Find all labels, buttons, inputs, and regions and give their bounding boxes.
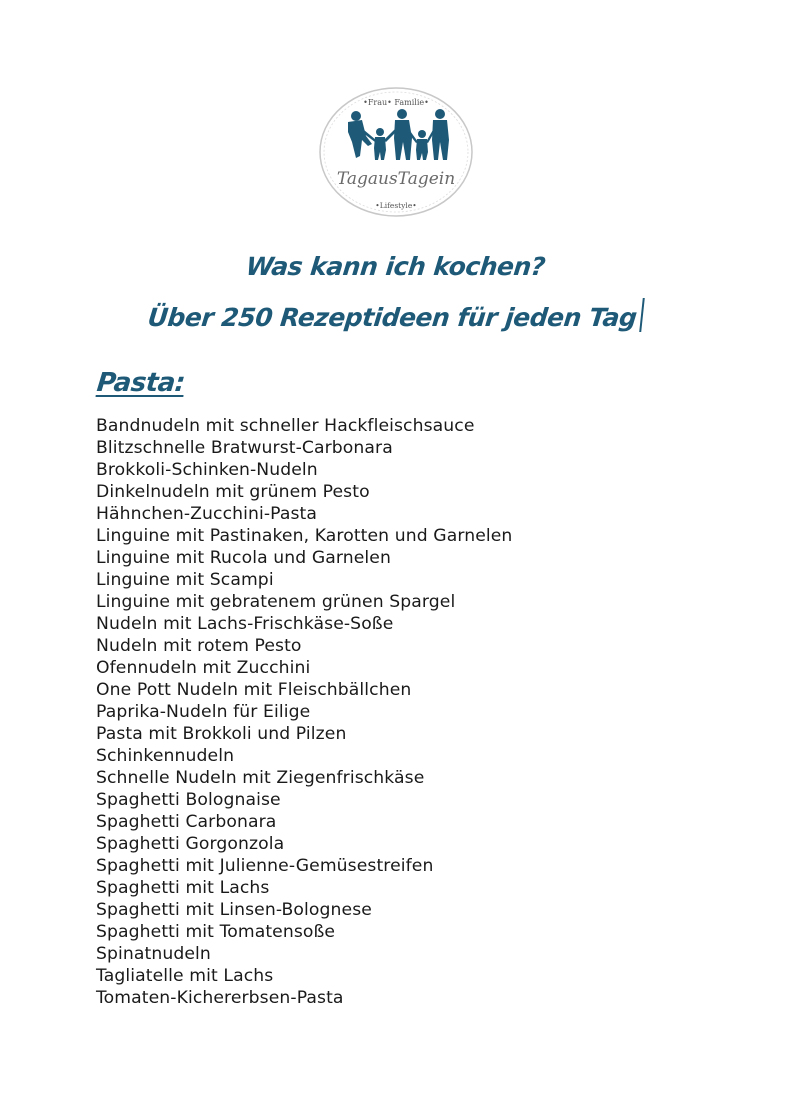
section-heading-pasta: Pasta: — [95, 368, 187, 398]
list-item: Nudeln mit rotem Pesto — [96, 636, 302, 656]
list-item: One Pott Nudeln mit Fleischbällchen — [96, 680, 412, 700]
list-item: Paprika-Nudeln für Eilige — [96, 702, 311, 722]
recipe-list — [96, 415, 512, 1009]
list-item: Linguine mit Scampi — [96, 570, 274, 590]
list-item: Spaghetti mit Tomatensoße — [96, 922, 336, 942]
list-item: Tomaten-Kichererbsen-Pasta — [96, 988, 344, 1008]
list-item: Spaghetti Gorgonzola — [96, 834, 285, 854]
text-cursor — [639, 298, 645, 332]
logo-bottom-text: •Lifestyle• — [375, 201, 417, 210]
list-item: Spaghetti Bolognaise — [96, 790, 281, 810]
list-item: Spaghetti mit Linsen-Bolognese — [96, 900, 372, 920]
list-item: Brokkoli-Schinken-Nudeln — [96, 460, 318, 480]
logo-top-text: •Frau• Familie• — [363, 98, 429, 107]
logo-brand-text: TagausTagein — [336, 169, 456, 189]
list-item: Linguine mit Pastinaken, Karotten und Garnelen — [96, 526, 513, 546]
list-item: Pasta mit Brokkoli und Pilzen — [96, 724, 347, 744]
list-item: Schnelle Nudeln mit Ziegenfrischkäse — [96, 768, 425, 788]
list-item: Spaghetti mit Julienne-Gemüsestreifen — [96, 856, 434, 876]
list-item: Spaghetti Carbonara — [96, 812, 277, 832]
list-item: Ofennudeln mit Zucchini — [96, 658, 311, 678]
list-item: Blitzschnelle Bratwurst-Carbonara — [96, 438, 393, 458]
page-title-line-1 — [0, 252, 791, 281]
list-item: Schinkennudeln — [96, 746, 235, 766]
list-item: Dinkelnudeln mit grünem Pesto — [96, 482, 370, 502]
list-item: Bandnudeln mit schneller Hackfleischsauce — [96, 416, 475, 436]
list-item: Linguine mit Rucola und Garnelen — [96, 548, 391, 568]
title-text-2: Über 250 Rezeptideen für jeden Tag — [146, 303, 639, 332]
list-item: Nudeln mit Lachs-Frischkäse-Soße — [96, 614, 394, 634]
title-text-1: Was kann ich kochen? — [244, 252, 547, 281]
page-title-line-2 — [0, 298, 791, 332]
family-logo-icon — [318, 86, 474, 218]
list-item: Spinatnudeln — [96, 944, 211, 964]
list-item: Linguine mit gebratenem grünen Spargel — [96, 592, 456, 612]
list-item: Spaghetti mit Lachs — [96, 878, 270, 898]
list-item: Tagliatelle mit Lachs — [96, 966, 274, 986]
list-item: Hähnchen-Zucchini-Pasta — [96, 504, 318, 524]
